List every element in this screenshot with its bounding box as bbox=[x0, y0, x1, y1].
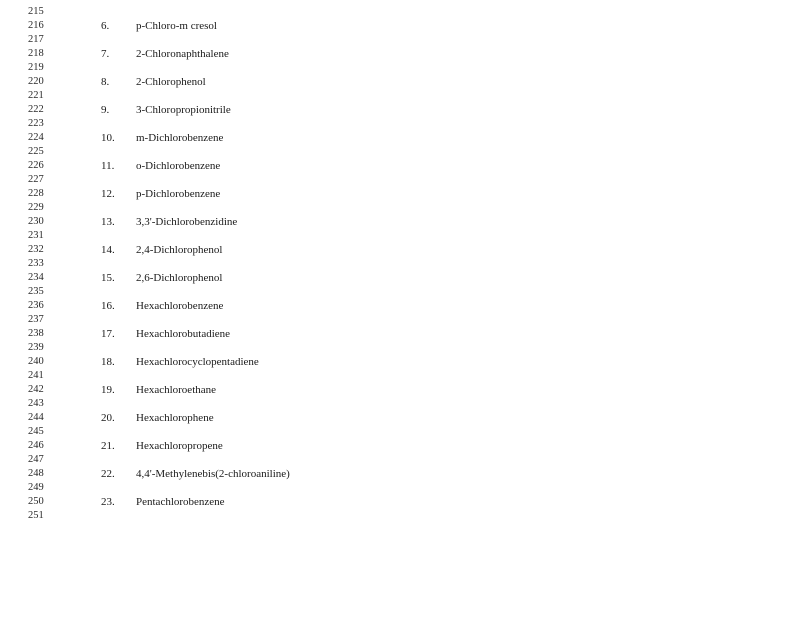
line-number: 245 bbox=[28, 426, 44, 437]
line-number: 229 bbox=[28, 202, 44, 213]
chemical-name: Hexachloropropene bbox=[136, 440, 223, 452]
line-number: 232 bbox=[28, 244, 44, 255]
list-item bbox=[0, 495, 800, 509]
chemical-name: m-Dichlorobenzene bbox=[136, 132, 224, 144]
item-number: 14. bbox=[101, 244, 115, 256]
list-item bbox=[0, 75, 800, 89]
line-number: 225 bbox=[28, 146, 44, 157]
line-number: 239 bbox=[28, 342, 44, 353]
blank-line bbox=[0, 61, 800, 75]
item-number: 20. bbox=[101, 412, 115, 424]
item-number: 9. bbox=[101, 104, 110, 116]
line-number: 227 bbox=[28, 174, 44, 185]
chemical-name: Hexachlorophene bbox=[136, 412, 214, 424]
line-number: 228 bbox=[28, 188, 44, 199]
line-number: 230 bbox=[28, 216, 44, 227]
blank-line bbox=[0, 313, 800, 327]
line-number: 218 bbox=[28, 48, 44, 59]
line-number: 226 bbox=[28, 160, 44, 171]
chemical-name: Hexachlorocyclopentadiene bbox=[136, 356, 259, 368]
chemical-name: o-Dichlorobenzene bbox=[136, 160, 221, 172]
list-item bbox=[0, 299, 800, 313]
line-number: 222 bbox=[28, 104, 44, 115]
item-number: 19. bbox=[101, 384, 115, 396]
line-number: 246 bbox=[28, 440, 44, 451]
chemical-name: 2,6-Dichlorophenol bbox=[136, 272, 223, 284]
line-number: 237 bbox=[28, 314, 44, 325]
list-item bbox=[0, 187, 800, 201]
chemical-name: p-Dichlorobenzene bbox=[136, 188, 221, 200]
list-item bbox=[0, 159, 800, 173]
chemical-name: 2,4-Dichlorophenol bbox=[136, 244, 223, 256]
blank-line bbox=[0, 425, 800, 439]
chemical-name: 2-Chloronaphthalene bbox=[136, 48, 229, 60]
list-item bbox=[0, 131, 800, 145]
list-item bbox=[0, 19, 800, 33]
blank-line bbox=[0, 369, 800, 383]
line-number: 215 bbox=[28, 6, 44, 17]
blank-line bbox=[0, 397, 800, 411]
blank-line bbox=[0, 89, 800, 103]
list-item bbox=[0, 327, 800, 341]
line-number: 250 bbox=[28, 496, 44, 507]
blank-line bbox=[0, 173, 800, 187]
blank-line bbox=[0, 285, 800, 299]
item-number: 8. bbox=[101, 76, 110, 88]
line-number: 243 bbox=[28, 398, 44, 409]
list-item bbox=[0, 467, 800, 481]
list-item bbox=[0, 243, 800, 257]
item-number: 10. bbox=[101, 132, 115, 144]
line-number: 233 bbox=[28, 258, 44, 269]
line-number: 242 bbox=[28, 384, 44, 395]
list-item bbox=[0, 47, 800, 61]
item-number: 13. bbox=[101, 216, 115, 228]
item-number: 17. bbox=[101, 328, 115, 340]
line-number: 223 bbox=[28, 118, 44, 129]
line-number: 236 bbox=[28, 300, 44, 311]
list-item bbox=[0, 411, 800, 425]
item-number: 21. bbox=[101, 440, 115, 452]
item-number: 6. bbox=[101, 20, 110, 32]
item-number: 7. bbox=[101, 48, 110, 60]
blank-line bbox=[0, 257, 800, 271]
line-number: 220 bbox=[28, 76, 44, 87]
chemical-name: 4,4'-Methylenebis(2-chloroaniline) bbox=[136, 468, 290, 480]
item-number: 15. bbox=[101, 272, 115, 284]
blank-line bbox=[0, 453, 800, 467]
chemical-name: Hexachlorobutadiene bbox=[136, 328, 231, 340]
list-item bbox=[0, 383, 800, 397]
blank-line bbox=[0, 341, 800, 355]
line-number: 217 bbox=[28, 34, 44, 45]
line-number: 240 bbox=[28, 356, 44, 367]
chemical-name: 3-Chloropropionitrile bbox=[136, 104, 231, 116]
line-number: 249 bbox=[28, 482, 44, 493]
blank-line bbox=[0, 229, 800, 243]
blank-line bbox=[0, 117, 800, 131]
line-number: 241 bbox=[28, 370, 44, 381]
line-number: 247 bbox=[28, 454, 44, 465]
chemical-name: p-Chloro-m cresol bbox=[136, 20, 217, 32]
line-number: 235 bbox=[28, 286, 44, 297]
line-number: 231 bbox=[28, 230, 44, 241]
blank-line bbox=[0, 145, 800, 159]
line-number: 244 bbox=[28, 412, 44, 423]
line-number: 248 bbox=[28, 468, 44, 479]
chemical-name: Pentachlorobenzene bbox=[136, 496, 225, 508]
list-item bbox=[0, 439, 800, 453]
chemical-name: 3,3'-Dichlorobenzidine bbox=[136, 216, 238, 228]
item-number: 18. bbox=[101, 356, 115, 368]
list-item bbox=[0, 215, 800, 229]
item-number: 22. bbox=[101, 468, 115, 480]
item-number: 23. bbox=[101, 496, 115, 508]
line-number: 224 bbox=[28, 132, 44, 143]
line-number: 238 bbox=[28, 328, 44, 339]
chemical-name: 2-Chlorophenol bbox=[136, 76, 206, 88]
blank-line bbox=[0, 33, 800, 47]
item-number: 16. bbox=[101, 300, 115, 312]
list-item bbox=[0, 355, 800, 369]
line-number: 221 bbox=[28, 90, 44, 101]
blank-line bbox=[0, 5, 800, 19]
chemical-name: Hexachloroethane bbox=[136, 384, 217, 396]
chemical-name: Hexachlorobenzene bbox=[136, 300, 224, 312]
line-number: 234 bbox=[28, 272, 44, 283]
line-number: 219 bbox=[28, 62, 44, 73]
blank-line bbox=[0, 481, 800, 495]
list-item bbox=[0, 271, 800, 285]
line-number: 216 bbox=[28, 20, 44, 31]
blank-line bbox=[0, 509, 800, 523]
blank-line bbox=[0, 201, 800, 215]
item-number: 11. bbox=[101, 160, 115, 172]
list-item bbox=[0, 103, 800, 117]
line-number: 251 bbox=[28, 510, 44, 521]
item-number: 12. bbox=[101, 188, 115, 200]
